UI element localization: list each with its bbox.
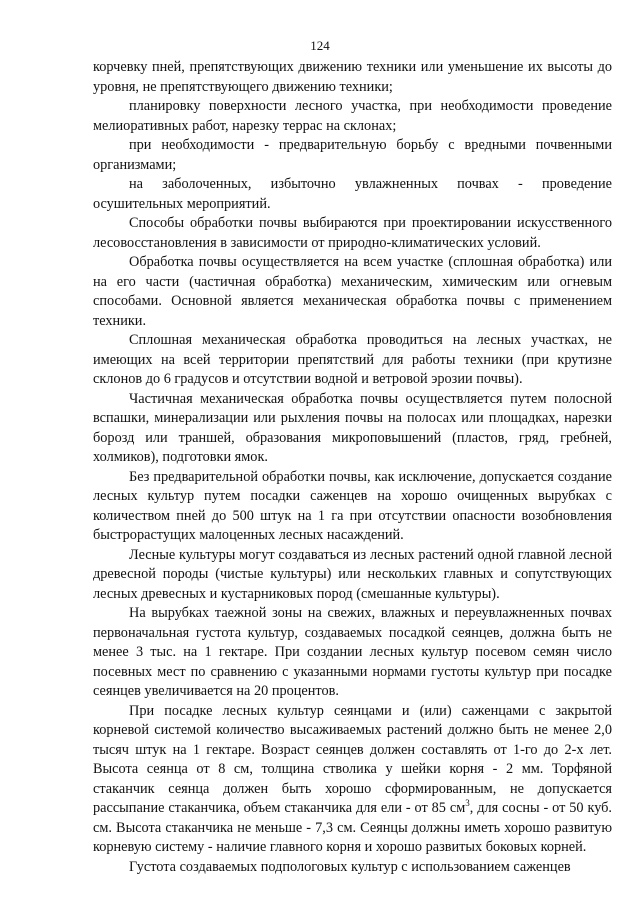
page-body (93, 58, 612, 877)
paragraph-9: Без предварительной обработки почвы, как исключение, допускается создание лесных культур путем посадки саженцев на хорошо очищенных вырубках с количеством пней до 500 штук на 1 га при отсутствии опасности возобновления быстрорастущих малоценных лесных насаждений. (93, 468, 612, 543)
paragraph-5: Способы обработки почвы выбираются при проектировании искусственного лесовосстановления в зависимости от природно-климатических условий. (93, 215, 612, 251)
paragraph-13-start: Густота создаваемых подпологовых культур с использованием саженцев (129, 858, 571, 875)
paragraph-11: На вырубках таежной зоны на свежих, влажных и переувлажненных почвах первоначальная густота культур, создаваемых посадкой сеянцев, должна быть не менее 3 тыс. на 1 гектаре. При создании лесных культур посевом семян число посевных мест по сравнению с указанными нормами густоты культур при посадке сеянцев увеличивается на 20 процентов. (93, 605, 612, 699)
paragraph-10: Лесные культуры могут создаваться из лесных растений одной главной лесной древесной породы (чистые культуры) или нескольких главных и сопутствующих лесных древесных и кустарниковых пород (смешанные культуры). (93, 546, 612, 602)
paragraph-2: планировку поверхности лесного участка, при необходимости проведение мелиоративных работ, нарезку террас на склонах; (93, 98, 612, 134)
paragraph-7: Сплошная механическая обработка проводиться на лесных участках, не имеющих на всей территории препятствий для работы техники (при крутизне склонов до 6 градусов и отсутствии водной и ветровой эрозии почвы). (93, 332, 612, 387)
paragraph-12-text-continued: , для сосны - от 50 куб. см. Высота стаканчика не меньше - 7,3 см. Сеянцы должны иметь хорошо развитую корневую систему - наличие главного корня и хорошо развитых боковых корней. (93, 800, 612, 855)
paragraph-6: Обработка почвы осуществляется на всем участке (сплошная обработка) или на его части (частичная обработка) механическим, химическим или огневым способами. Основной является механическая обработка почвы с применением техники. (93, 254, 612, 329)
paragraph-8: Частичная механическая обработка почвы осуществляется путем полосной вспашки, минерализации или рыхления почвы на полосах или площадках, нарезки борозд или траншей, образования микроповышений (пластов, гряд, гребней, холмиков), подготовки ямок. (93, 390, 612, 465)
page-number: 124 (310, 38, 330, 53)
paragraph-12 (93, 702, 612, 858)
paragraph-4: на заболоченных, избыточно увлажненных почвах - проведение осушительных мероприятий. (93, 176, 612, 212)
paragraph-12-text: При посадке лесных культур сеянцами и (или) саженцами с закрытой корневой системой количество высаживаемых растений должно быть не менее 2,0 тысяч штук на 1 гектаре. Возраст сеянцев должен составлять от 1-го до 2-х лет. Высота сеянца от 8 см, толщина стволика у шейки корня - 2 мм. Торфяной стаканчик сеянца должен быть хорошо сформированным, не допускается рассыпание стаканчика, объем стаканчика для ели - от 85 см (93, 702, 612, 816)
paragraph-1: корчевку пней, препятствующих движению техники или уменьшение их высоты до уровня, не препятствующего движению техники; (93, 59, 612, 95)
paragraph-3: при необходимости - предварительную борьбу с вредными почвенными организмами; (93, 137, 612, 173)
superscript-cubic: 3 (465, 798, 470, 809)
